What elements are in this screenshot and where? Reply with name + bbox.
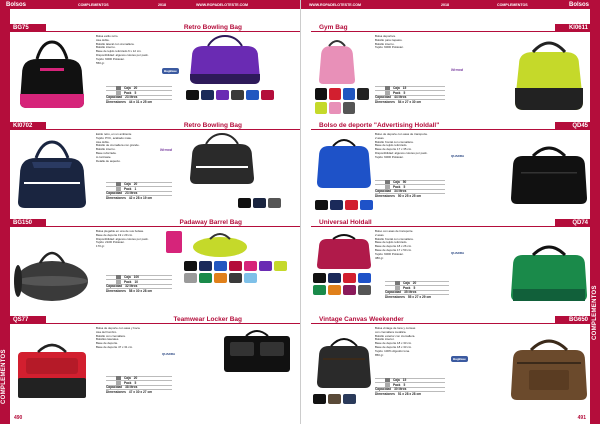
product-title: Vintage Canvas Weekender xyxy=(311,316,555,324)
color-swatches xyxy=(186,90,296,100)
product-photo-alt xyxy=(186,132,258,188)
product-specs: Caja 100 Pack 10 Capacidad 32 litros Dimensiones 58 x 30 x 28 cm xyxy=(106,275,172,293)
product-photo xyxy=(509,34,589,116)
page-number: 490 xyxy=(14,415,23,421)
color-swatches xyxy=(313,394,379,404)
product-ki0702[interactable] xyxy=(10,122,300,220)
color-swatches-photos xyxy=(315,86,371,116)
product-description: Bolsa estilo retro. Asa doble. Bolsillo lateral con cremallera. Bolsillo interno. Base de tejido reforzado 6 x 12 cm. Disponibilidad: algunos colores por pack. Tejido: 600D Poliéster. 550 gr. xyxy=(96,34,149,65)
product-photo-alt xyxy=(186,34,264,88)
product-code: BG75 xyxy=(10,24,46,32)
right-page xyxy=(300,0,600,424)
side-label: COMPLEMENTOS xyxy=(1,349,7,404)
product-specs: Caja 20 Pack 5 Capacidad 38 litros Dimensiones 47 x 30 x 27 cm xyxy=(106,376,172,394)
product-photo xyxy=(12,132,92,214)
quadra-logo: QUADRA xyxy=(451,154,465,158)
product-photo-alt xyxy=(315,36,359,86)
bagbase-logo: BagBase xyxy=(164,69,177,73)
product-code: QD74 xyxy=(555,219,591,227)
color-swatches xyxy=(238,198,298,208)
product-title: Bolso de deporte "Advertising Holdall" xyxy=(311,122,555,130)
header-year: 2018 xyxy=(441,2,449,7)
product-ki0611[interactable] xyxy=(301,24,591,122)
color-swatches xyxy=(313,273,377,295)
folded-pouch-image xyxy=(164,229,184,255)
product-photo xyxy=(12,34,92,116)
product-specs: Caja 20 Pack 5 Capacidad 23 litros Dimensiones 44 x 31 x 25 cm xyxy=(106,86,172,104)
product-photo xyxy=(509,229,589,311)
product-code: QD45 xyxy=(555,122,591,130)
product-title: Retro Bowling Bag xyxy=(46,122,300,130)
product-code: BG150 xyxy=(10,219,46,227)
product-bg150[interactable] xyxy=(10,219,300,317)
product-title: Padaway Barrel Bag xyxy=(46,219,300,227)
product-specs: Caja 15 Pack 5 Capacidad 30 litros Dimensiones 51 x 28 x 28 cm xyxy=(375,378,445,396)
page-number: 491 xyxy=(577,415,586,421)
product-code: KI0702 xyxy=(10,122,46,130)
quadra-logo: QUADRA xyxy=(162,352,176,356)
product-specs: Caja 20 Pack 5 Capacidad 35 litros Dimensiones 55 x 27 x 29 cm xyxy=(385,281,449,299)
product-photo xyxy=(12,326,92,408)
header-category: COMPLEMENTOS xyxy=(497,2,528,7)
color-swatches xyxy=(315,200,375,210)
product-description: Bolsa deportiva. Bolsillo para zapatos. Bolsillo interno. Tejido: 600D Poliéster. xyxy=(375,34,404,50)
product-code: QS77 xyxy=(10,316,46,324)
product-code: KI0611 xyxy=(555,24,591,32)
bagbase-logo: BagBase xyxy=(453,357,466,361)
header-category: COMPLEMENTOS xyxy=(78,2,109,7)
product-photo xyxy=(12,229,92,311)
product-title: Gym Bag xyxy=(311,24,555,32)
product-specs: Caja 50 Pack 5 Capacidad 34 litros Dimensiones 50 x 25 x 25 cm xyxy=(375,180,445,198)
product-specs: Caja 15 Pack 5 Capacidad 44 litros Dimensiones 54 x 27 x 30 cm xyxy=(375,86,445,104)
header-site: WWW.ROPADELOTESTE.COM xyxy=(309,2,362,7)
product-bg650[interactable] xyxy=(301,316,591,414)
product-description: Bolso de deporte con asas de transporte. 2 asas. Bolsillo frontal con cremallera. Base de tejido reforzado. Base de deporte 17 x 35 cm. Disponibilidad: algunos colores por pack. Tejido: 600D Poliéster. xyxy=(375,132,428,159)
side-strip xyxy=(590,9,600,424)
product-qd74[interactable] xyxy=(301,219,591,317)
section-title: Bolsos xyxy=(568,1,589,8)
product-description: Bolso con asas de transporte. 2 asas. Bolsillo frontal con cremallera. Base de tejido reforzado. Base de deporte 18 x 26 cm. Base de deporte 17 x 50 cm. Tejido: 600D Poliéster. 380 gr. xyxy=(375,229,414,260)
wood-logo: Wrmod xyxy=(451,68,463,72)
product-description: Bolsa de deporte con asas y boca. Asa del hombro. Bolsillo con cremallera. Bolsillos laterales. Base de deporte. Base de deporte 47 x 31 cm. xyxy=(96,326,141,349)
product-photo-alt xyxy=(220,326,294,376)
product-description: Estilo retro, en un ambiente Tejido: PVC, acabado mate. Asa doble. Bolsillo de cremallera con grande. Bolsillo interno. Base reforzada. A contraste. Detalle de aspecto. xyxy=(96,132,140,163)
header-bar-right xyxy=(301,0,600,9)
product-specs: Caja 20 Pack 1 Capacidad 23 litros Dimensiones 42 x 28 x 19 cm xyxy=(106,182,172,200)
header-bar-left xyxy=(0,0,300,9)
product-photo-alt xyxy=(315,134,373,190)
product-code: BG650 xyxy=(555,316,591,324)
product-bg75[interactable] xyxy=(10,24,300,122)
color-swatches xyxy=(184,261,298,283)
product-description: Bolsa vintage de lona y correas con cremallera metálica. Bolsillo exterior con cremallera. Bolsillo interior. Base de deporte 18 x 33 cm. Base de deporte 18 x 33 cm. Tejido: 100% Algodón lona. 850 gr. xyxy=(375,326,416,357)
product-photo-alt xyxy=(315,328,373,390)
product-qd45[interactable] xyxy=(301,122,591,220)
product-title: Retro Bowling Bag xyxy=(46,24,300,32)
product-photo xyxy=(509,132,589,214)
product-description: Bolsa plegable en una de sus bolsas. Base de deporte 19 x 29 cm. Disponibilidad: algunos colores por pack. Tejido: 210D Poliéster. 170 gr. xyxy=(96,229,149,249)
product-photo-alt xyxy=(315,231,373,271)
quadra-logo: QUADRA xyxy=(451,251,465,255)
header-site: WWW.ROPADELOTESTE.COM xyxy=(196,2,249,7)
product-photo-alt xyxy=(190,229,250,259)
side-label: COMPLEMENTOS xyxy=(592,285,598,340)
product-title: Universal Holdall xyxy=(311,219,555,227)
product-qs77[interactable] xyxy=(10,316,300,414)
wood-logo: Wrmod xyxy=(160,148,172,152)
header-year: 2018 xyxy=(158,2,166,7)
product-title: Teamwear Locker Bag xyxy=(46,316,300,324)
product-photo xyxy=(509,326,589,408)
section-title: Bolsos xyxy=(6,1,27,8)
